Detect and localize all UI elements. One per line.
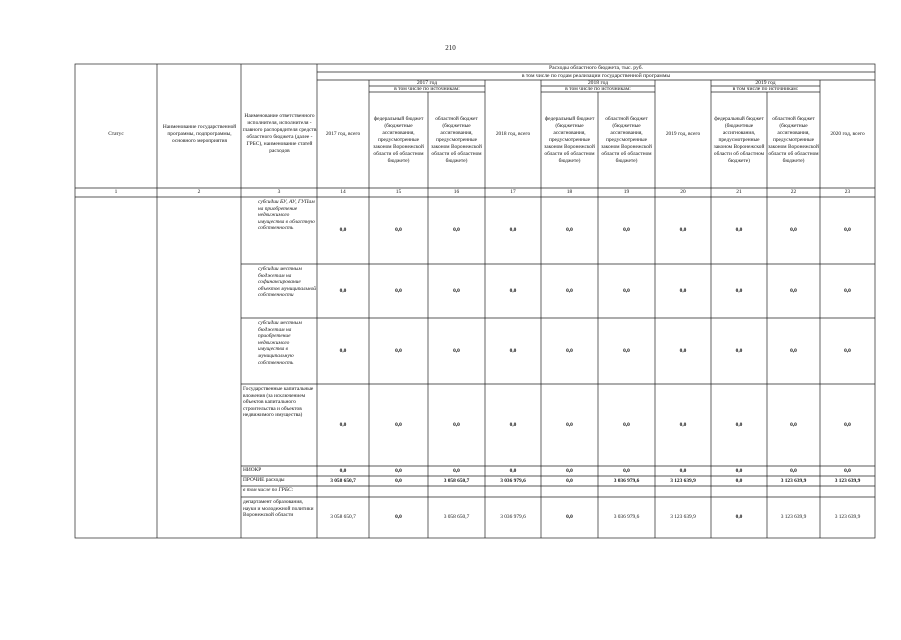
header-sources-2019: в том числе по источникам: bbox=[732, 86, 799, 92]
table-cell: 0,0 bbox=[623, 347, 630, 354]
header-program: Наименование государственной программы, подпрограммы, основного мероприятия bbox=[162, 123, 237, 144]
table-cell: 0,0 bbox=[339, 467, 347, 474]
row-label: субсидии местным бюджетам на софинансирование объектов муниципальной собственности bbox=[258, 266, 316, 299]
row-label: Государственные капитальные вложения (за исключением объектов капитального строительства и объектов недвижимого имущества) bbox=[243, 386, 314, 419]
column-number: 20 bbox=[680, 189, 686, 195]
header-total-2017: 2017 год, всего bbox=[325, 130, 361, 137]
table-cell: 0,0 bbox=[623, 287, 630, 294]
column-number: 16 bbox=[453, 189, 460, 195]
header-year-2017: 2017 год bbox=[416, 80, 438, 86]
header-total-2020: 2020 год, всего bbox=[830, 130, 865, 137]
table-cell: 0,0 bbox=[509, 347, 517, 354]
table-cell: 0,0 bbox=[844, 421, 851, 428]
table-cell: 3 036 979,6 bbox=[613, 514, 640, 520]
table-cell: 0,0 bbox=[509, 287, 517, 294]
table-cell bbox=[598, 486, 655, 497]
table-cell: 0,0 bbox=[735, 514, 743, 520]
table-cell: 3 123 639,9 bbox=[780, 514, 807, 520]
column-number: 23 bbox=[844, 189, 851, 195]
table-cell: 0,0 bbox=[453, 287, 460, 294]
table-cell: 0,0 bbox=[735, 467, 743, 474]
header-total-2018: 2018 год, всего bbox=[495, 130, 531, 137]
row-label: субсидии местным бюджетам на приобретение недвижимого имущества в муниципальную собственность bbox=[258, 320, 302, 366]
table-cell: 0,0 bbox=[453, 227, 460, 233]
header-status: Статус bbox=[108, 130, 124, 137]
table-cell: 0,0 bbox=[566, 287, 573, 294]
row-label: в том числе по ГРБС: bbox=[243, 487, 294, 493]
header-year-2019: 2019 год bbox=[755, 80, 776, 86]
table-cell: 0,0 bbox=[790, 467, 797, 474]
table-cell: 0,0 bbox=[679, 467, 687, 474]
table-cell: 0,0 bbox=[339, 227, 347, 233]
table-cell: 0,0 bbox=[735, 477, 743, 484]
row-label: департамент образования, науки и молодежной политики Воронежской области bbox=[243, 499, 314, 519]
table-cell: 0,0 bbox=[395, 514, 402, 520]
table-cell: 0,0 bbox=[623, 421, 630, 428]
table-cell: 0,0 bbox=[566, 467, 573, 474]
row-label: НИОКР bbox=[243, 467, 262, 473]
table-cell: 3 036 979,6 bbox=[500, 514, 526, 520]
table-cell: 0,0 bbox=[679, 287, 687, 294]
column-number: 3 bbox=[277, 189, 281, 195]
header-federal-2019: федеральный бюджет (бюджетные ассигнования, предусмотренные законом Воронежской области об областном бюджете) bbox=[713, 115, 765, 164]
table-cell: 0,0 bbox=[509, 227, 517, 233]
column-number: 18 bbox=[566, 189, 573, 195]
header-total-2019: 2019 год, всего bbox=[665, 130, 701, 137]
header-federal-2017: федеральный бюджет (бюджетные ассигнования, предусмотренные законом Воронежской области об областном бюджете) bbox=[373, 115, 424, 164]
table-cell: 0,0 bbox=[339, 421, 347, 428]
table-cell: 0,0 bbox=[509, 467, 517, 474]
table-cell: 0,0 bbox=[395, 477, 402, 484]
table-cell: 3 058 650,7 bbox=[443, 514, 470, 520]
table-cell: 0,0 bbox=[844, 287, 851, 294]
table-cell: 0,0 bbox=[453, 467, 460, 474]
header-by-years: в том числе по годам реализации государственной программы bbox=[521, 73, 671, 79]
table-cell: 0,0 bbox=[453, 347, 460, 354]
table-cell bbox=[541, 486, 598, 497]
header-regional-2017: областной бюджет (бюджетные ассигнования, предусмотренные законом Воронежской области об областном бюджете) bbox=[431, 115, 482, 164]
header-regional-2019: областной бюджет (бюджетные ассигнования, предусмотренные законом Воронежской области об областном бюджете) bbox=[768, 115, 819, 164]
header-sources-2017: в том числе по источникам: bbox=[394, 86, 460, 92]
table-cell: 0,0 bbox=[623, 227, 630, 233]
column-number: 2 bbox=[197, 189, 201, 195]
table-cell: 3 036 979,6 bbox=[500, 477, 526, 484]
header-regional-2018: областной бюджет (бюджетные ассигнования, предусмотренные законом Воронежской области об областном бюджете) bbox=[601, 115, 652, 164]
table-cell: 3 058 650,7 bbox=[443, 477, 470, 484]
table-cell bbox=[820, 486, 875, 497]
table-cell: 0,0 bbox=[735, 227, 743, 233]
table-cell bbox=[317, 486, 369, 497]
table-cell: 0,0 bbox=[790, 227, 797, 233]
table-cell: 0,0 bbox=[790, 347, 797, 354]
table-cell: 0,0 bbox=[844, 347, 851, 354]
table-cell: 0,0 bbox=[566, 477, 573, 484]
table-cell: 0,0 bbox=[395, 347, 402, 354]
column-number: 19 bbox=[623, 189, 630, 195]
table-cell bbox=[485, 486, 541, 497]
table-cell: 0,0 bbox=[790, 287, 797, 294]
table-cell: 0,0 bbox=[566, 347, 573, 354]
table-cell bbox=[655, 486, 711, 497]
table-cell: 3 123 639,9 bbox=[834, 477, 861, 484]
table-cell: 0,0 bbox=[566, 514, 573, 520]
table-cell: 0,0 bbox=[679, 227, 687, 233]
column-number: 1 bbox=[114, 189, 118, 195]
table-cell: 0,0 bbox=[735, 347, 743, 354]
column-number: 22 bbox=[790, 189, 797, 195]
table-cell: 0,0 bbox=[623, 467, 630, 474]
table-cell: 0,0 bbox=[790, 421, 797, 428]
table-cell: 0,0 bbox=[453, 421, 460, 428]
table-cell: 0,0 bbox=[735, 421, 743, 428]
table-cell: 0,0 bbox=[339, 347, 347, 354]
header-year-2018: 2018 год bbox=[587, 80, 609, 86]
table-cell: 0,0 bbox=[395, 467, 402, 474]
column-number: 21 bbox=[736, 189, 742, 195]
row-label: ПРОЧИЕ расходы bbox=[243, 477, 285, 483]
table-cell: 0,0 bbox=[844, 227, 851, 233]
table-cell: 0,0 bbox=[509, 421, 517, 428]
table-cell: 3 058 650,7 bbox=[330, 514, 356, 520]
table-cell: 0,0 bbox=[395, 287, 402, 294]
table-cell bbox=[767, 486, 820, 497]
table-cell: 0,0 bbox=[395, 421, 402, 428]
header-executor: Наименование ответственного исполнителя, исполнителя - главного распорядителя средств областного бюджета (далее - ГРБС), наименование статей расходов bbox=[242, 113, 317, 154]
table-cell bbox=[369, 486, 428, 497]
header-federal-2018: федеральный бюджет (бюджетные ассигнования, предусмотренные законом Воронежской области об областном бюджете) bbox=[544, 115, 595, 164]
column-number: 14 bbox=[340, 189, 346, 195]
table-cell bbox=[428, 486, 485, 497]
page-number: 210 bbox=[445, 44, 456, 52]
table-cell: 3 123 639,9 bbox=[834, 514, 861, 520]
table-cell bbox=[711, 486, 767, 497]
header-sources-2018: в том числе по источникам: bbox=[565, 86, 631, 92]
column-number: 15 bbox=[395, 189, 402, 195]
table-cell: 0,0 bbox=[844, 467, 851, 474]
table-cell: 3 123 639,9 bbox=[670, 477, 696, 484]
table-cell: 0,0 bbox=[735, 287, 743, 294]
table-cell: 3 123 639,9 bbox=[780, 477, 807, 484]
table-cell: 3 123 639,9 bbox=[670, 514, 696, 520]
table-cell: 3 036 979,6 bbox=[613, 477, 640, 484]
table-cell: 0,0 bbox=[679, 347, 687, 354]
table-cell: 0,0 bbox=[395, 227, 402, 233]
table-cell: 0,0 bbox=[566, 421, 573, 428]
table-cell: 0,0 bbox=[679, 421, 687, 428]
column-number: 17 bbox=[510, 189, 516, 195]
table-cell: 0,0 bbox=[339, 287, 347, 294]
table-cell: 0,0 bbox=[566, 227, 573, 233]
table-cell: 3 058 650,7 bbox=[330, 477, 356, 484]
header-expenses: Расходы областного бюджета, тыс. руб. bbox=[549, 65, 643, 71]
row-label: субсидии БУ, АУ, ГУПам на приобретение недвижимого имущества в областную собственность bbox=[258, 199, 315, 232]
